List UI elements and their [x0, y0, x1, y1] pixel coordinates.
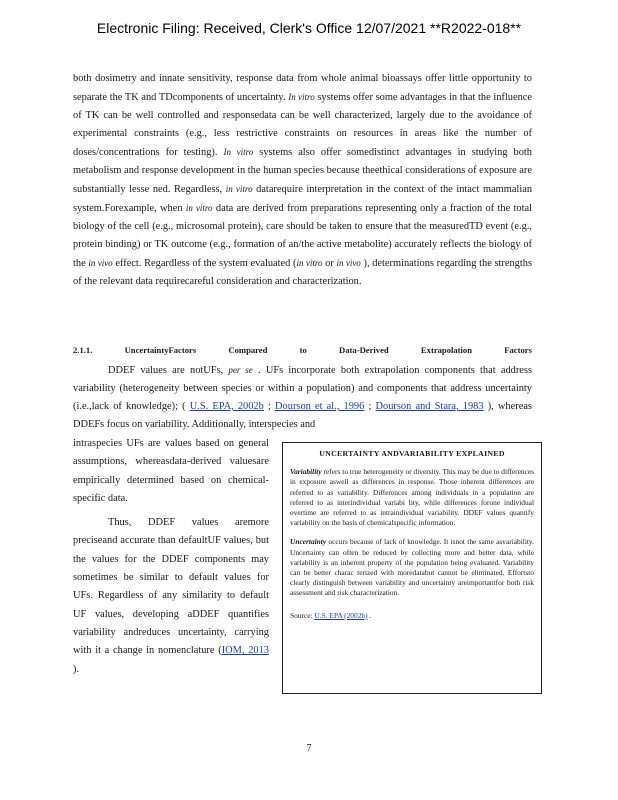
text: refers to true heterogeneity or diversity. This may be due to differences in exposure aswell as differences in response. Those inherent differences are referred to as variability. Differences among individuals in a population are referred to as interindividual variabi lity, while differences forone individual overtime are referred to as intraindividual variability. DDEF values quantify variability on the basis of chemicalspecific information.	[290, 467, 534, 528]
section-heading	[73, 345, 532, 355]
italic-term: In vitro	[288, 92, 315, 102]
italic-term: Uncertainty	[290, 537, 327, 547]
paragraph-in-vitro	[73, 70, 532, 291]
paragraph: intraspecies UFs are values based on general assumptions, whereasdata-derived valuesare empirically determined based on chemical-specific data.	[73, 438, 269, 504]
heading-word: Factors	[504, 345, 532, 355]
text: .	[367, 610, 372, 620]
variability-paragraph	[290, 467, 534, 528]
citation-link[interactable]: U.S. EPA, 2002b	[189, 401, 264, 412]
page-header: Electronic Filing: Received, Clerk's Office 12/07/2021 **R2022-018**	[96, 20, 522, 36]
text: systems offer some advantages in that the influence of TK can be well controlled and responsedata can be well characterized, largely due to the avoidance of experimental constraints (e.g., less restrictive constraints on resources in areas like the number of doses/concentrations for testing).	[73, 92, 532, 158]
text: Thus, DDEF values aremore preciseand accurate than defaultUF values, but the values for the DDEF components may sometimes be similar to default values for UFs. Regardless of any similarity to default UF values, developing aDDEF quantifies variability andreduces uncertainty, carrying with it a change in nomenclature (	[73, 517, 269, 657]
text: ;	[263, 401, 276, 412]
text: data are derived from preparations representing only a fraction of the total biology of the cell (e.g., microsomal protein), care should be taken to ensure that the measuredTD event (e.g., protein binding) or TK outcome (e.g., formation of an/the active metabolite) accurately reflects the biology of the	[73, 203, 532, 269]
heading-word: 2.1.1.	[73, 345, 93, 355]
citation-link[interactable]: IOM, 2013	[221, 645, 270, 657]
text: or	[322, 258, 337, 269]
italic-term: Variability	[290, 467, 322, 477]
italic-term: in vitro	[296, 258, 323, 268]
page-number: 7	[306, 743, 312, 754]
text: effect. Regardless of the system evaluated (	[112, 258, 297, 269]
paragraph-ddef	[73, 361, 532, 434]
source-label: Source:	[290, 610, 315, 620]
text: both dosimetry and innate sensitivity, response data from whole animal bioassays offer little opportunity to separate the TK and TDcomponents of uncertainty.	[73, 73, 532, 103]
text: ), determinations regarding the strengths of the relevant data requirecareful consideration and characterization.	[73, 258, 532, 287]
heading-word: Data-Derived	[339, 345, 389, 355]
source-line	[290, 611, 534, 621]
italic-term: in vivo	[88, 258, 113, 268]
text: datarequire interpretation in the context of the intact mammalian system.Forexample, when	[73, 184, 533, 214]
heading-word: Compared	[228, 345, 268, 355]
text: ), whereas DDEFs focus on variability. Additionally, interspecies and	[73, 401, 532, 430]
box-title: UNCERTAINTY ANDVARIABILITY EXPLAINED	[319, 449, 505, 458]
italic-term: in vitro	[185, 203, 213, 213]
italic-term: In vitro	[223, 147, 254, 157]
citation-link[interactable]: Dourson et al., 1996	[275, 401, 365, 412]
paragraph	[73, 514, 269, 679]
explanation-box	[282, 442, 542, 694]
left-column-text	[73, 435, 269, 679]
text: DDEF values are notUFs,	[108, 365, 229, 376]
heading-word: to	[299, 345, 307, 355]
italic-term: in vivo	[336, 258, 361, 268]
text: systems also offer somedistinct advantages in studying both metabolism and response development in the human species because theethical considerations of exposure are substantially lesse ned. Regardless,	[73, 147, 532, 195]
citation-link[interactable]: Dourson and Stara, 1983	[375, 401, 484, 412]
text: ;	[364, 401, 376, 412]
text: ).	[73, 663, 80, 675]
text: . UFs incorporate both extrapolation components that address variability (heterogeneity between species or within a population) and components that address uncertainty (i.e.,lack of knowledge); (	[73, 365, 532, 412]
uncertainty-paragraph	[290, 537, 534, 598]
text: occurs because of lack of knowledge. It isnot the same asvariability. Uncertainty can often be reduced by collecting more and better data, while variability is an inherent property of the population being evaluated. Variability can be better charac terized with moredatabut cannot be eliminated. Effortsto clearly distinguish between variability and uncertainty areimportantfor both risk assessment and risk characterization.	[290, 537, 534, 598]
italic-term: per se	[228, 365, 253, 375]
citation-link[interactable]: U.S. EPA (2002b)	[314, 610, 368, 620]
italic-term: in vitro	[225, 184, 253, 194]
heading-word: Extrapolation	[420, 345, 473, 355]
heading-word: UncertaintyFactors	[124, 345, 197, 355]
